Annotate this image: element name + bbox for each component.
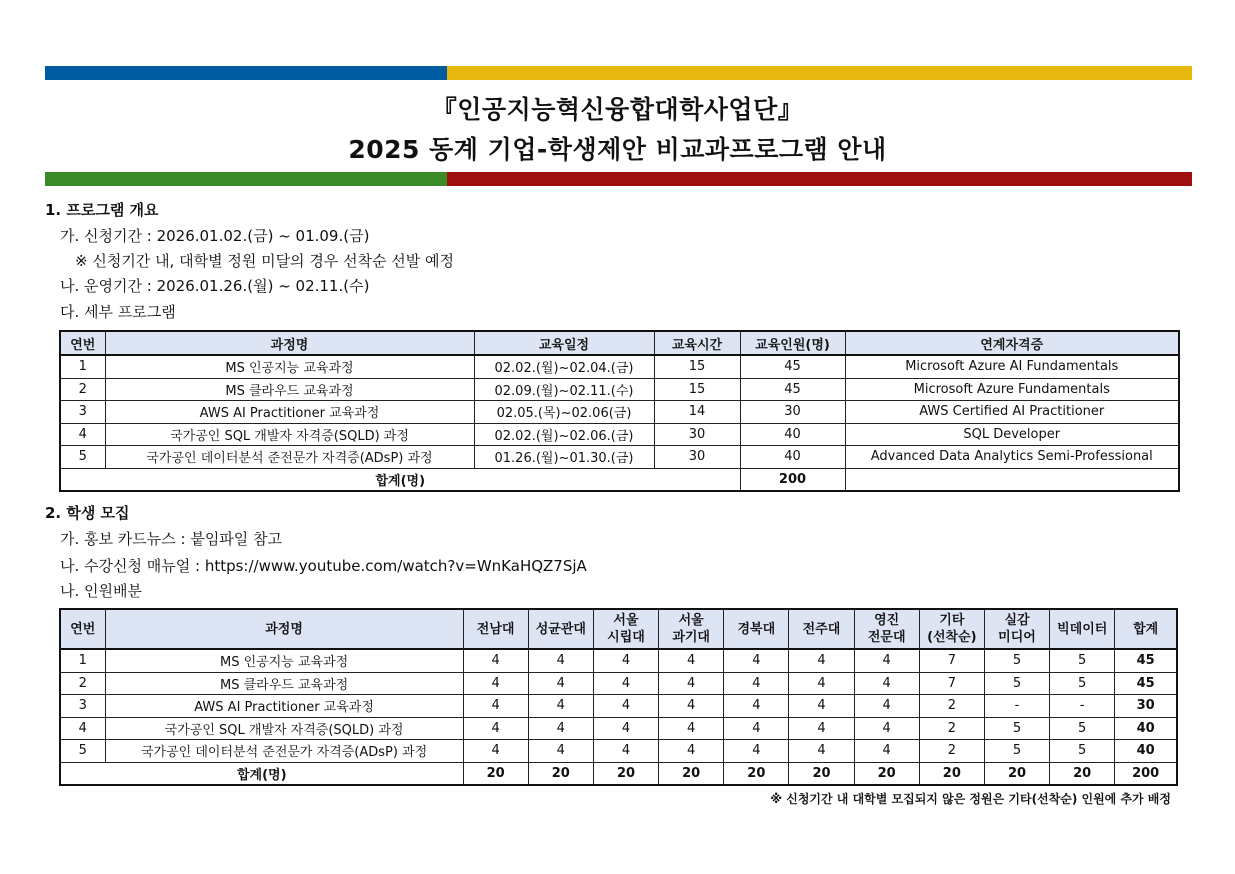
table-cell: 4 [659,672,724,695]
table-cell: 국가공인 SQL 개발자 자격증(SQLD) 과정 [105,423,474,446]
table-cell: 4 [593,695,658,718]
table-cell: 4 [854,649,919,672]
header-cell: 기타 (선착순) [919,609,984,649]
table-cell: 14 [654,401,740,424]
total-value: 20 [1050,762,1115,785]
total-value: 20 [593,762,658,785]
manual-line: 나. 수강신청 매뉴얼 : https://www.youtube.com/watch?v=WnKaHQZ7SjA [60,557,587,575]
total-value: 20 [854,762,919,785]
table-cell: 4 [854,717,919,740]
table-cell: 5 [984,672,1049,695]
total-label: 합계(명) [60,468,740,491]
header-cell: 서울 과기대 [659,609,724,649]
table-cell: AWS AI Practitioner 교육과정 [105,401,474,424]
table-cell: 4 [789,695,854,718]
table-cell: 4 [528,672,593,695]
total-value: 20 [659,762,724,785]
bottom-color-bar [45,172,1192,186]
table-cell: 7 [919,672,984,695]
table-cell: 4 [724,672,789,695]
table-cell: 01.26.(월)~01.30.(금) [474,446,654,469]
table-cell: 40 [1115,717,1177,740]
bottom-bar-green-segment [45,172,447,186]
bottom-bar-red-segment [447,172,1192,186]
total-value: 20 [984,762,1049,785]
table-cell: 4 [60,717,105,740]
table-cell: 2 [919,717,984,740]
header-cell: 서울 시립대 [593,609,658,649]
header-cell: 연번 [60,609,105,649]
table-cell: 4 [789,672,854,695]
table-cell: 5 [1050,717,1115,740]
table-cell: 02.05.(목)~02.06(금) [474,401,654,424]
table-cell: 3 [60,401,105,424]
table-cell: 4 [463,717,528,740]
table-cell: 4 [593,649,658,672]
total-label: 합계(명) [60,762,463,785]
header-cell: 교육시간 [654,331,740,355]
header-cell: 영진 전문대 [854,609,919,649]
table-cell: 4 [463,740,528,763]
table-cell: 2 [60,672,105,695]
run-period: 나. 운영기간 : 2026.01.26.(월) ~ 02.11.(수) [60,277,370,295]
document-subtitle: 2025 동계 기업-학생제안 비교과프로그램 안내 [348,135,887,164]
table-row [60,378,1179,401]
table-cell: 4 [789,649,854,672]
table-cell: 4 [528,695,593,718]
table-cell: 30 [740,401,845,424]
table-cell: 45 [740,378,845,401]
header-cell: 전주대 [789,609,854,649]
table-cell: 4 [463,695,528,718]
table-row [60,740,1177,763]
table-cell: 4 [724,717,789,740]
table-cell: 30 [1115,695,1177,718]
header-cell: 과정명 [105,609,463,649]
table-cell: 1 [60,649,105,672]
table-cell: - [984,695,1049,718]
table-cell: 5 [1050,672,1115,695]
table-cell: 2 [919,695,984,718]
table-cell: 2 [919,740,984,763]
total-row [60,762,1177,785]
table-row [60,672,1177,695]
table-cell: 4 [659,649,724,672]
table-cell: 4 [593,740,658,763]
table-cell: 4 [528,740,593,763]
header-cell: 빅데이터 [1050,609,1115,649]
table-cell: Microsoft Azure Fundamentals [845,378,1179,401]
table-cell: 40 [740,423,845,446]
header-cell: 실감 미디어 [984,609,1049,649]
table-cell: MS 클라우드 교육과정 [105,378,474,401]
table-cell: MS 클라우드 교육과정 [105,672,463,695]
table-cell: 4 [724,649,789,672]
table-cell: Microsoft Azure AI Fundamentals [845,355,1179,378]
table-row [60,649,1177,672]
table-cell: 1 [60,355,105,378]
table-cell: 02.02.(월)~02.06.(금) [474,423,654,446]
table-cell: 4 [854,740,919,763]
header-cell: 합계 [1115,609,1177,649]
footnote: ※ 신청기간 내 대학별 모집되지 않은 정원은 기타(선착순) 인원에 추가 배정 [770,792,1171,806]
table-row [60,355,1179,378]
program-table [59,330,1180,492]
table-cell: 4 [593,672,658,695]
table-cell: MS 인공지능 교육과정 [105,649,463,672]
promo-line: 가. 홍보 카드뉴스 : 붙임파일 참고 [60,530,283,548]
document-title: 『인공지능혁신융합대학사업단』 [431,95,804,124]
total-value: 20 [919,762,984,785]
table-cell: Advanced Data Analytics Semi-Professional [845,446,1179,469]
table-cell: AWS AI Practitioner 교육과정 [105,695,463,718]
allocation-label: 나. 인원배분 [60,582,142,600]
table-cell: 5 [60,446,105,469]
table-row [60,446,1179,469]
table-cell: 4 [528,649,593,672]
table-cell: 5 [1050,649,1115,672]
table-row [60,401,1179,424]
table-cell: 30 [654,423,740,446]
apply-period: 가. 신청기간 : 2026.01.02.(금) ~ 01.09.(금) [60,227,370,245]
table-header-row [60,331,1179,355]
table-cell: AWS Certified AI Practitioner [845,401,1179,424]
table-cell: 4 [854,695,919,718]
total-value: 20 [528,762,593,785]
table-cell: 4 [463,672,528,695]
table-cell: 5 [984,717,1049,740]
table-cell: 2 [60,378,105,401]
table-cell: 국가공인 데이터분석 준전문가 자격증(ADsP) 과정 [105,446,474,469]
table-cell: 4 [593,717,658,740]
table-cell: 4 [528,717,593,740]
table-cell: MS 인공지능 교육과정 [105,355,474,378]
table-cell: 15 [654,355,740,378]
total-value: 20 [724,762,789,785]
table-cell: 4 [659,695,724,718]
table-cell: 4 [724,695,789,718]
apply-note: ※ 신청기간 내, 대학별 정원 미달의 경우 선착순 선발 예정 [75,252,455,270]
table-header-row [60,609,1177,649]
section-heading-overview: 1. 프로그램 개요 [45,201,159,219]
table-cell: 3 [60,695,105,718]
top-bar-yellow-segment [447,66,1192,80]
header-cell: 교육일정 [474,331,654,355]
table-cell: 4 [659,717,724,740]
total-value: 200 [1115,762,1177,785]
table-cell: 40 [1115,740,1177,763]
top-bar-blue-segment [45,66,447,80]
table-cell: 4 [463,649,528,672]
header-cell: 연번 [60,331,105,355]
table-cell: 4 [789,717,854,740]
table-cell: 30 [654,446,740,469]
table-cell: 40 [740,446,845,469]
table-cell: SQL Developer [845,423,1179,446]
header-cell: 전남대 [463,609,528,649]
table-cell: 7 [919,649,984,672]
table-cell: 02.09.(월)~02.11.(수) [474,378,654,401]
section-heading-recruitment: 2. 학생 모집 [45,504,130,522]
total-row [60,468,1179,491]
total-value: 200 [740,468,845,491]
table-cell: 5 [984,649,1049,672]
table-cell: 4 [60,423,105,446]
table-cell: 15 [654,378,740,401]
table-cell: 국가공인 데이터분석 준전문가 자격증(ADsP) 과정 [105,740,463,763]
table-cell: 4 [724,740,789,763]
total-value: 20 [789,762,854,785]
table-row [60,423,1179,446]
table-cell: 45 [740,355,845,378]
table-cell: 4 [659,740,724,763]
table-cell: - [1050,695,1115,718]
table-cell: 4 [789,740,854,763]
header-cell: 성균관대 [528,609,593,649]
table-cell: 5 [1050,740,1115,763]
table-cell: 45 [1115,649,1177,672]
header-cell: 연계자격증 [845,331,1179,355]
header-cell: 과정명 [105,331,474,355]
table-row [60,717,1177,740]
table-cell [845,468,1179,491]
header-cell: 교육인원(명) [740,331,845,355]
total-value: 20 [463,762,528,785]
header-cell: 경북대 [724,609,789,649]
allocation-table [59,608,1178,786]
programs-label: 다. 세부 프로그램 [60,303,176,321]
table-cell: 국가공인 SQL 개발자 자격증(SQLD) 과정 [105,717,463,740]
table-cell: 02.02.(월)~02.04.(금) [474,355,654,378]
table-row [60,695,1177,718]
table-cell: 4 [854,672,919,695]
table-cell: 5 [984,740,1049,763]
table-cell: 45 [1115,672,1177,695]
top-color-bar [45,66,1192,80]
table-cell: 5 [60,740,105,763]
